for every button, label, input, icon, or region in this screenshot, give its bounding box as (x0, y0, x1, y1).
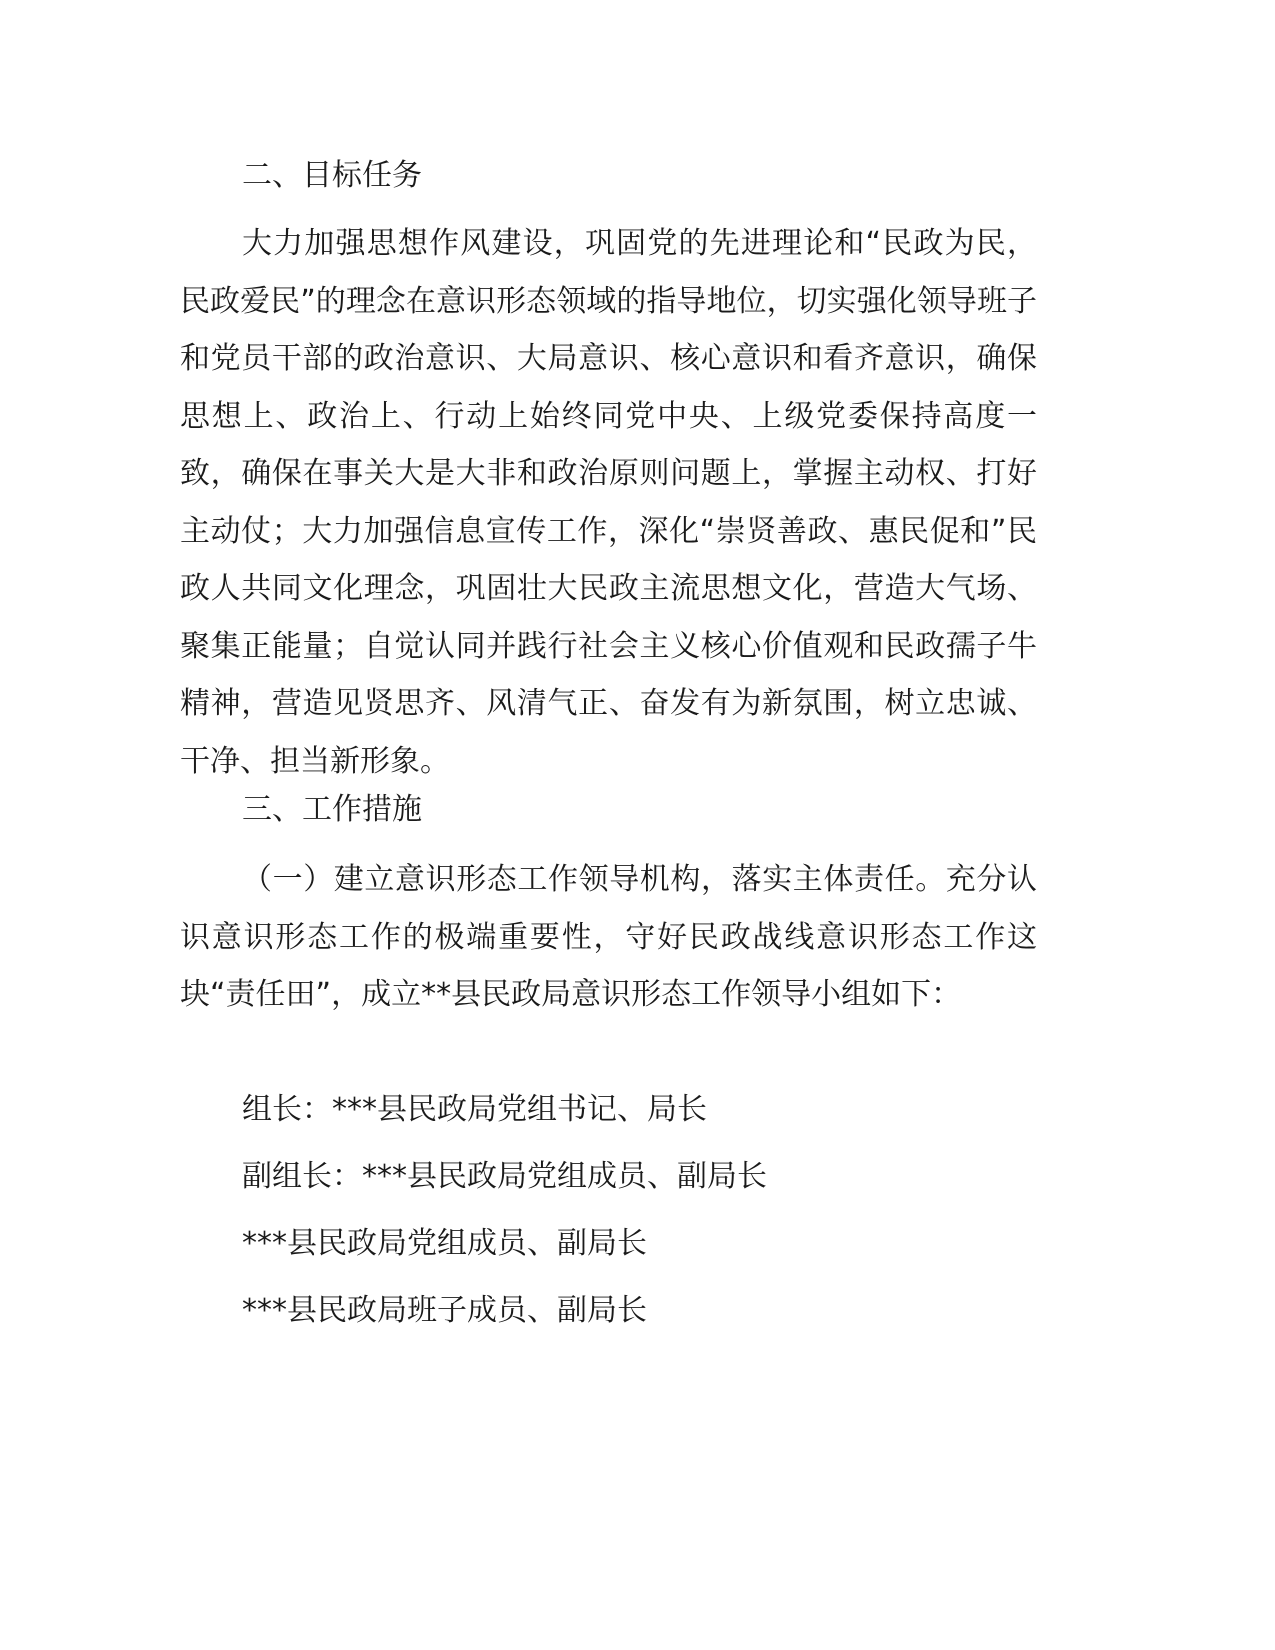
member-line-member-1: ***县民政局党组成员、副局长 (242, 1226, 647, 1261)
member-line-deputy-leader: 副组长：***县民政局党组成员、副局长 (242, 1159, 767, 1194)
measures-paragraph: （一）建立意识形态工作领导机构，落实主体责任。充分认识意识形态工作的极端重要性，守好民政战线意识形态工作这块“责任田”，成立**县民政局意识形态工作领导小组如下： (180, 862, 1037, 1012)
member-line-member-2: ***县民政局班子成员、副局长 (242, 1293, 647, 1328)
section-heading-measures: 三、工作措施 (242, 792, 422, 827)
member-line-leader: 组长：***县民政局党组书记、局长 (242, 1092, 707, 1127)
goals-paragraph: 大力加强思想作风建设，巩固党的先进理论和“民政为民，民政爱民”的理念在意识形态领域的指导地位，切实强化领导班子和党员干部的政治意识、大局意识、核心意识和看齐意识，确保思想上、政治上、行动上始终同党中央、上级党委保持高度一致，确保在事关大是大非和政治原则问题上，掌握主动权、打好主动仗；大力加强信息宣传工作，深化“崇贤善政、惠民促和”民政人共同文化理念，巩固壮大民政主流思想文化，营造大气场、聚集正能量；自觉认同并践行社会主义核心价值观和民政孺子牛精神，营造见贤思齐、风清气正、奋发有为新氛围，树立忠诚、干净、担当新形象。 (180, 226, 1037, 779)
section-heading-goals: 二、目标任务 (242, 158, 422, 193)
